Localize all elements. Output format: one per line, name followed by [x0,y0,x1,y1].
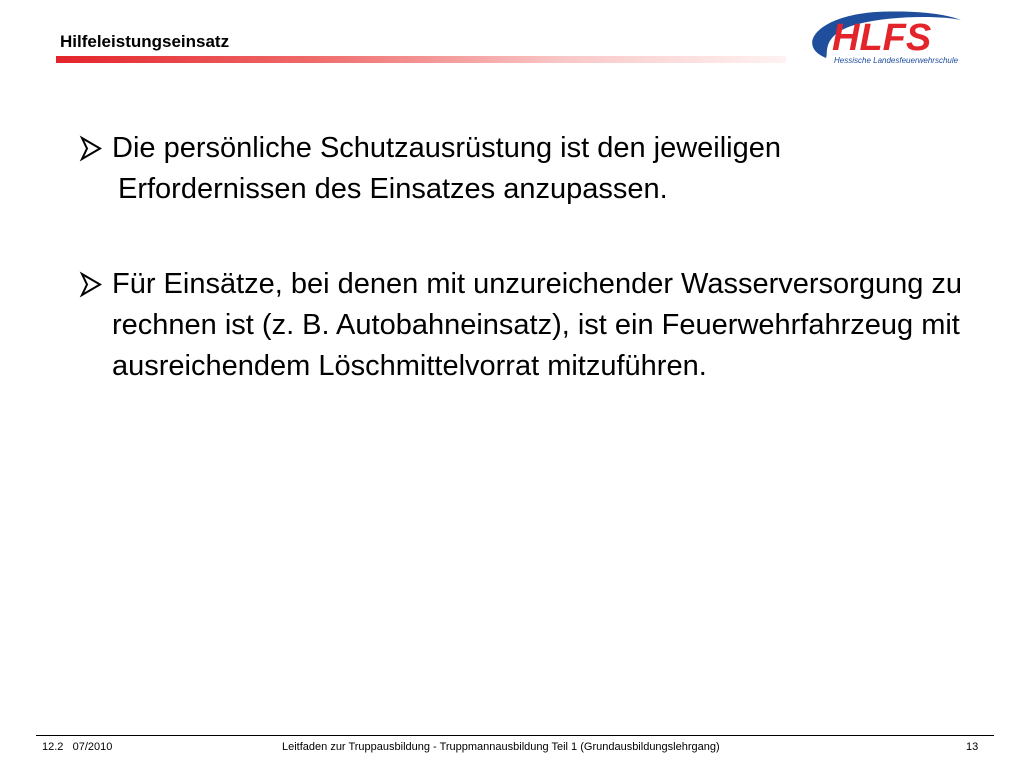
logo-abbreviation: HLFS [832,17,932,59]
bullet-item-1 [78,128,1008,210]
footer-title: Leitfaden zur Truppausbildung - Truppmannausbildung Teil 1 (Grundausbildungslehrgang) [282,741,720,753]
bullet-item-2 [78,264,1008,387]
bullet-1-line-1: Die persönliche Schutzausrüstung ist den jeweiligen [112,132,781,164]
arrow-bullet-icon [78,264,106,305]
hlfs-logo [796,6,966,68]
slide-header-title: Hilfeleistungseinsatz [60,32,230,51]
arrow-bullet-icon [78,128,106,169]
logo-subtitle: Hessische Landesfeuerwehrschule [834,56,959,65]
bullet-2-text: Für Einsätze, bei denen mit unzureichender Wasserversorgung zu rechnen ist (z. B. Autobahneinsatz), ist ein Feuerwehrfahrzeug mit ausreichendem Löschmittelvorrat mitzuführen. [112,268,963,382]
footer-divider [36,735,994,736]
slide-content [78,128,1008,387]
bullet-1-line-2: Erfordernissen des Einsatzes anzupassen. [118,173,668,205]
footer-date: 12.2 07/2010 [42,741,113,753]
footer-page-number: 13 [966,741,979,753]
header-gradient-bar [56,56,786,63]
